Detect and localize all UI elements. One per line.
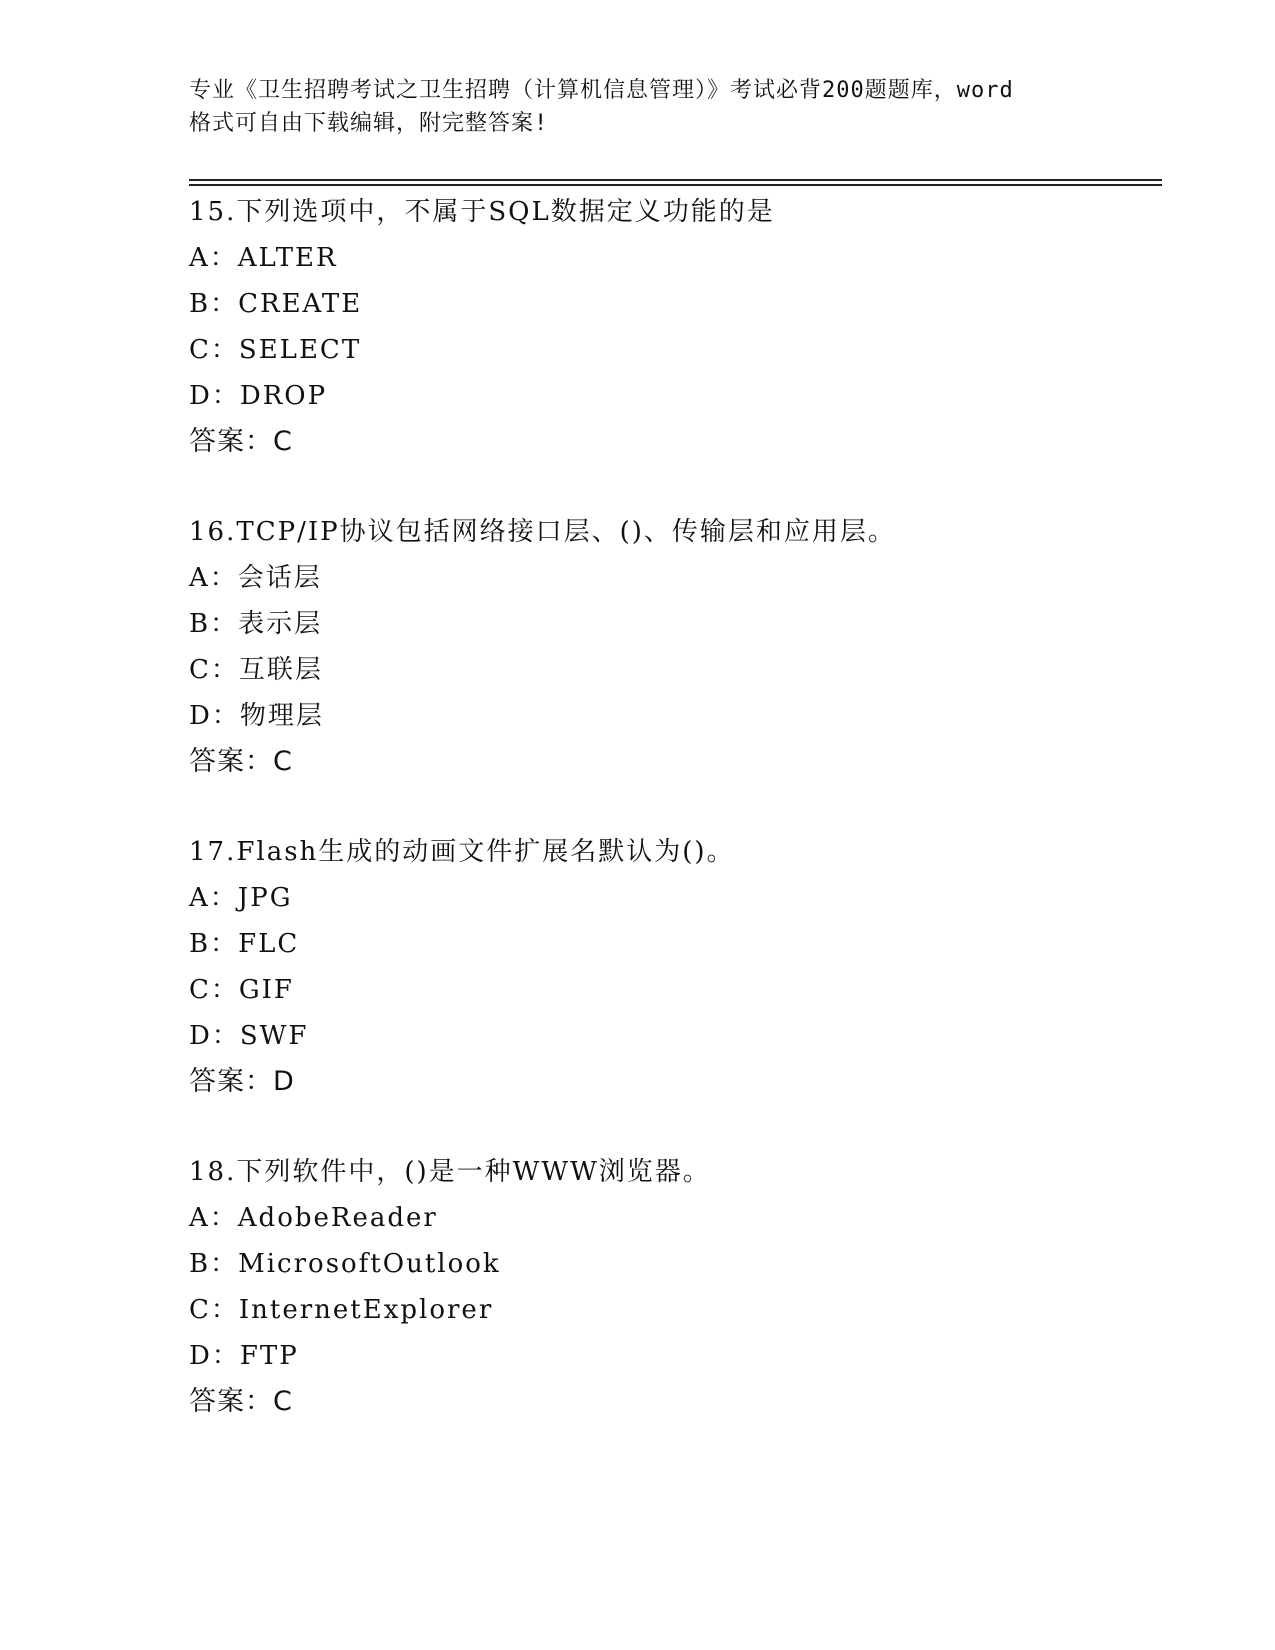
option-b: B：MicrosoftOutlook	[189, 1249, 501, 1279]
answer: 答案：C	[189, 1386, 293, 1417]
question-18	[189, 1149, 1162, 1425]
option-b: B：FLC	[189, 929, 300, 959]
question-title: 15.下列选项中，不属于SQL数据定义功能的是	[189, 197, 775, 227]
question-title: 17.Flash生成的动画文件扩展名默认为()。	[189, 837, 735, 867]
answer: 答案：C	[189, 426, 293, 457]
option-c: C：SELECT	[189, 335, 362, 365]
question-15	[189, 189, 1162, 465]
option-b: B：CREATE	[189, 289, 363, 319]
option-a: A：AdobeReader	[189, 1203, 438, 1233]
option-a: A：会话层	[189, 563, 322, 593]
document-header	[189, 74, 1089, 140]
option-d: D：DROP	[189, 381, 328, 411]
option-d: D：物理层	[189, 701, 324, 731]
question-17	[189, 829, 1162, 1105]
header-line-2: 格式可自由下载编辑，附完整答案!	[189, 111, 549, 136]
question-title: 16.TCP/IP协议包括网络接口层、()、传输层和应用层。	[189, 517, 896, 547]
option-d: D：FTP	[189, 1341, 299, 1371]
answer: 答案：C	[189, 746, 293, 777]
option-a: A：ALTER	[189, 243, 338, 273]
option-a: A：JPG	[189, 883, 293, 913]
option-c: C：GIF	[189, 975, 294, 1005]
header-divider-top	[189, 179, 1162, 181]
option-b: B：表示层	[189, 609, 323, 639]
question-16	[189, 509, 1162, 785]
option-d: D：SWF	[189, 1021, 309, 1051]
header-line-1: 专业《卫生招聘考试之卫生招聘（计算机信息管理）》考试必背200题题库，word	[189, 78, 1014, 103]
question-title: 18.下列软件中，()是一种WWW浏览器。	[189, 1157, 711, 1187]
option-c: C：互联层	[189, 655, 323, 685]
option-c: C：InternetExplorer	[189, 1295, 494, 1325]
answer: 答案：D	[189, 1066, 295, 1097]
header-divider-bottom	[189, 184, 1162, 186]
